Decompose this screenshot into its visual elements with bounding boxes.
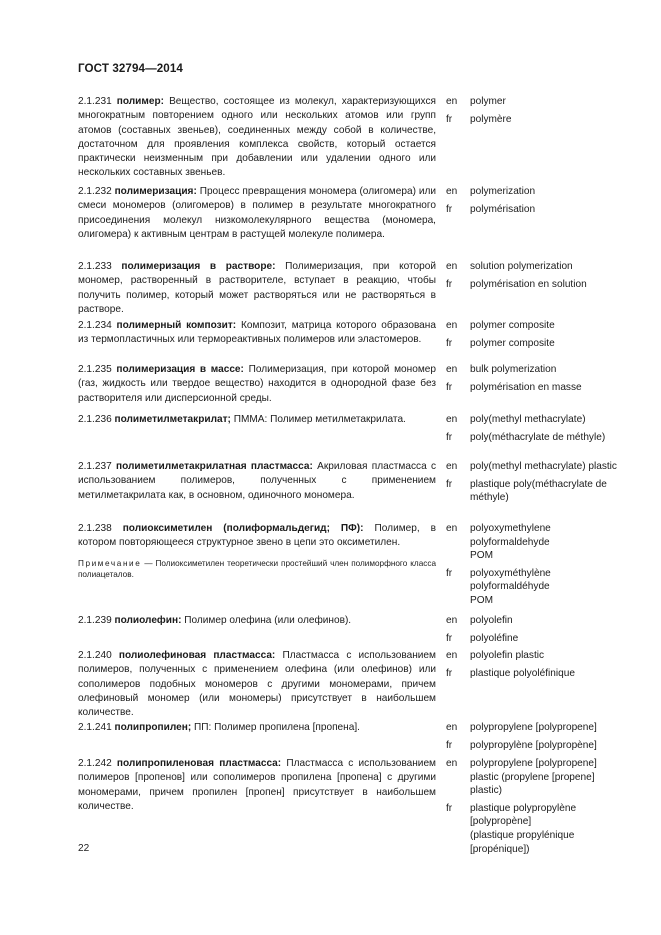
equivalent-en: polyformaldehyde <box>470 536 550 548</box>
term-text: Процесс превращения мономера (олигомера) или смеси мономеров (олигомеров) в полимер в результате многократного присоединения молекул низкомолекулярного вещества (мономера, олигомера) к активным центрам в растущей молекуле полимера. <box>78 186 436 240</box>
lang-code-fr: fr <box>446 739 453 751</box>
term-entry <box>78 319 618 363</box>
lang-fr <box>446 567 618 608</box>
term-entry <box>78 363 618 413</box>
term-name: полиолефин: <box>114 615 182 626</box>
equivalents <box>446 95 618 185</box>
term-note <box>78 558 436 581</box>
term-number: 2.1.234 <box>78 320 112 331</box>
term-definition <box>78 363 436 413</box>
equivalent-fr: plastique polypropylène <box>470 802 577 814</box>
equivalent-fr: POM <box>470 594 493 606</box>
term-number: 2.1.231 <box>78 96 112 107</box>
term-text: Пластмасса с использованием полимеров, полученных с применением олефина (или олефинов) или сополимеров подобных мономеров с другими мономерами, причем олефиновый мономер (или мономеры) присутствует в наибольшем количестве. <box>78 650 436 719</box>
equivalent-en: polypropylene [polypropene] <box>470 758 597 769</box>
equivalents <box>446 319 618 363</box>
lang-code-fr: fr <box>446 278 453 290</box>
term-definition <box>78 413 436 460</box>
lang-code-en: en <box>446 758 458 769</box>
lang-en <box>446 413 618 427</box>
lang-code-en: en <box>446 523 458 534</box>
term-number: 2.1.241 <box>78 722 112 733</box>
equivalents <box>446 260 618 319</box>
term-definition <box>78 460 436 522</box>
lang-fr <box>446 278 618 292</box>
term-definition <box>78 95 436 185</box>
equivalent-fr: polyformaldéhyde <box>470 581 550 593</box>
term-definition <box>78 757 436 867</box>
term-number: 2.1.235 <box>78 364 112 375</box>
term-entry <box>78 260 618 319</box>
term-name: полипропиленовая пластмасса: <box>116 758 282 769</box>
term-number: 2.1.237 <box>78 461 112 472</box>
note-label: Примечание <box>78 558 142 568</box>
term-entry <box>78 95 618 185</box>
term-number: 2.1.242 <box>78 758 112 769</box>
term-entry <box>78 413 618 460</box>
term-name: полимеризация: <box>114 186 197 197</box>
lang-fr <box>446 632 618 646</box>
lang-code-fr: fr <box>446 802 453 814</box>
term-name: полиметилметакрилатная пластмасса: <box>115 461 313 472</box>
lang-fr <box>446 337 618 351</box>
lang-code-fr: fr <box>446 667 453 679</box>
lang-code-fr: fr <box>446 632 453 644</box>
term-definition <box>78 649 436 721</box>
term-number: 2.1.232 <box>78 186 112 197</box>
lang-code-en: en <box>446 461 458 472</box>
equivalent-en: polymer <box>470 96 506 107</box>
equivalent-en: POM <box>470 550 493 562</box>
equivalent-en: solution polymerization <box>470 261 573 272</box>
equivalent-fr: [propénique]) <box>470 843 530 855</box>
term-text: Полимер, в котором повторяющееся структурное звено в цепи это оксиметилен. <box>78 523 437 549</box>
lang-en <box>446 363 618 377</box>
lang-code-fr: fr <box>446 113 453 125</box>
equivalents <box>446 721 618 757</box>
lang-en <box>446 460 618 474</box>
term-text: ПММА: Полимер метилметакрилата. <box>233 414 406 425</box>
lang-code-en: en <box>446 320 458 331</box>
lang-fr <box>446 113 618 127</box>
equivalent-fr: polymérisation <box>470 203 536 215</box>
term-text: Пластмасса с использованием полимеров [пропенов] или сополимеров пропилена [пропена] с другими мономерами, причем пропилен [пропен] присутствует в наибольшем количестве. <box>78 758 436 812</box>
equivalent-fr: polymérisation en masse <box>470 381 582 393</box>
term-number: 2.1.240 <box>78 650 112 661</box>
lang-fr <box>446 203 618 217</box>
lang-fr <box>446 802 618 856</box>
lang-code-fr: fr <box>446 381 453 393</box>
equivalents <box>446 460 618 522</box>
lang-code-fr: fr <box>446 203 453 215</box>
lang-code-en: en <box>446 722 458 733</box>
lang-fr <box>446 667 618 681</box>
lang-code-en: en <box>446 364 458 375</box>
document-header: ГОСТ 32794—2014 <box>78 62 183 75</box>
term-text: Полимеризация, при которой мономер, растворенный в растворителе, вступает в реакцию, чтобы получить полимер, который может растворяться или не растворяться в растворе. <box>78 261 437 315</box>
term-entry <box>78 185 618 260</box>
term-name: полиолефиновая пластмасса: <box>118 650 276 661</box>
lang-code-fr: fr <box>446 431 453 443</box>
equivalent-fr: polymérisation en solution <box>470 278 587 290</box>
term-definition <box>78 522 436 614</box>
lang-en <box>446 721 618 735</box>
equivalent-en: polyolefin <box>470 615 513 626</box>
term-entry <box>78 614 618 649</box>
equivalents <box>446 522 618 614</box>
term-definition <box>78 614 436 649</box>
lang-en <box>446 522 618 563</box>
term-definition <box>78 185 436 260</box>
term-number: 2.1.238 <box>78 523 112 534</box>
equivalent-fr: plastique polyoléfinique <box>470 667 575 679</box>
equivalents <box>446 413 618 460</box>
lang-code-en: en <box>446 186 458 197</box>
lang-fr <box>446 478 618 505</box>
lang-fr <box>446 431 618 445</box>
term-entry <box>78 460 618 522</box>
term-number: 2.1.233 <box>78 261 112 272</box>
lang-code-fr: fr <box>446 337 453 349</box>
equivalent-en: poly(methyl methacrylate) plastic <box>470 461 617 472</box>
lang-en <box>446 649 618 663</box>
lang-code-en: en <box>446 261 458 272</box>
equivalent-fr: polymer composite <box>470 337 555 349</box>
equivalent-en: polymerization <box>470 186 536 197</box>
equivalent-en: plastic (propylene [propene] plastic) <box>470 771 595 797</box>
lang-en <box>446 757 618 798</box>
term-number: 2.1.236 <box>78 414 112 425</box>
term-name: полимер: <box>116 96 164 107</box>
equivalent-fr: polyoléfine <box>470 632 519 644</box>
lang-en <box>446 260 618 274</box>
equivalents <box>446 363 618 413</box>
term-name: полиметилметакрилат; <box>114 414 231 425</box>
lang-code-en: en <box>446 650 458 661</box>
page-number: 22 <box>78 843 90 854</box>
term-number: 2.1.239 <box>78 615 112 626</box>
equivalent-en: polypropylene [polypropene] <box>470 722 597 733</box>
equivalent-fr: plastique poly(méthacrylate de méthyle) <box>470 478 607 504</box>
equivalents <box>446 614 618 649</box>
lang-en <box>446 614 618 628</box>
lang-en <box>446 185 618 199</box>
term-definition <box>78 319 436 363</box>
equivalent-fr: polypropylène [polypropène] <box>470 739 597 751</box>
note-text: — Полиоксиметилен теоретически простейший член полиморфного класса полиацеталов. <box>78 558 436 580</box>
lang-en <box>446 95 618 109</box>
term-text: Полимер олефина (или олефинов). <box>184 615 352 626</box>
equivalent-en: polyolefin plastic <box>470 650 545 661</box>
term-entry <box>78 522 618 614</box>
term-text: Полимеризация, при которой мономер (газ, жидкость или твердое вещество) находится в однородной фазе без растворителя или дисперсионной среды. <box>78 364 436 404</box>
term-entry <box>78 757 618 867</box>
equivalent-fr: [polypropène] <box>470 816 532 828</box>
lang-fr <box>446 381 618 395</box>
term-text: Вещество, состоящее из молекул, характеризующихся многократным повторением одного или нескольких атомов или групп атомов (составных звеньев), соединенных между собой в количестве, достаточном для проявления комплекса свойств, который остается практически неизменным при добавлении или удалении одного или нескольких составных звеньев. <box>78 96 436 179</box>
term-text: Композит, матрица которого образована из термопластичных или термореактивных полимеров или эластомеров. <box>78 320 436 346</box>
term-name: полипропилен; <box>114 722 192 733</box>
lang-code-en: en <box>446 615 458 626</box>
equivalents <box>446 649 618 721</box>
equivalents <box>446 185 618 260</box>
term-list <box>78 95 618 867</box>
lang-code-fr: fr <box>446 567 453 579</box>
equivalent-fr: polymère <box>470 113 512 125</box>
equivalent-fr: polyoxyméthylène <box>470 567 551 579</box>
lang-code-en: en <box>446 414 458 425</box>
term-name: полимеризация в растворе: <box>121 261 276 272</box>
term-text: ПП: Полимер пропилена [пропена]. <box>194 722 360 733</box>
equivalent-fr: poly(méthacrylate de méthyle) <box>470 431 606 443</box>
equivalent-en: polymer composite <box>470 320 555 331</box>
equivalent-en: polyoxymethylene <box>470 523 551 534</box>
equivalent-en: poly(methyl methacrylate) <box>470 414 586 425</box>
equivalents <box>446 757 618 867</box>
lang-en <box>446 319 618 333</box>
lang-fr <box>446 739 618 753</box>
term-name: полиоксиметилен (полиформальдегид; ПФ): <box>122 523 364 534</box>
term-entry <box>78 721 618 757</box>
lang-code-fr: fr <box>446 478 453 490</box>
term-definition <box>78 260 436 319</box>
term-name: полимерный композит: <box>116 320 237 331</box>
equivalent-fr: (plastique propylénique <box>470 829 575 841</box>
term-definition <box>78 721 436 757</box>
term-entry <box>78 649 618 721</box>
equivalent-en: bulk polymerization <box>470 364 557 375</box>
lang-code-en: en <box>446 96 458 107</box>
term-name: полимеризация в массе: <box>116 364 244 375</box>
term-text: Акриловая пластмасса с использованием полимеров, полученных с применением метилметакрилата как, в основном, одиночного мономера. <box>78 461 437 501</box>
